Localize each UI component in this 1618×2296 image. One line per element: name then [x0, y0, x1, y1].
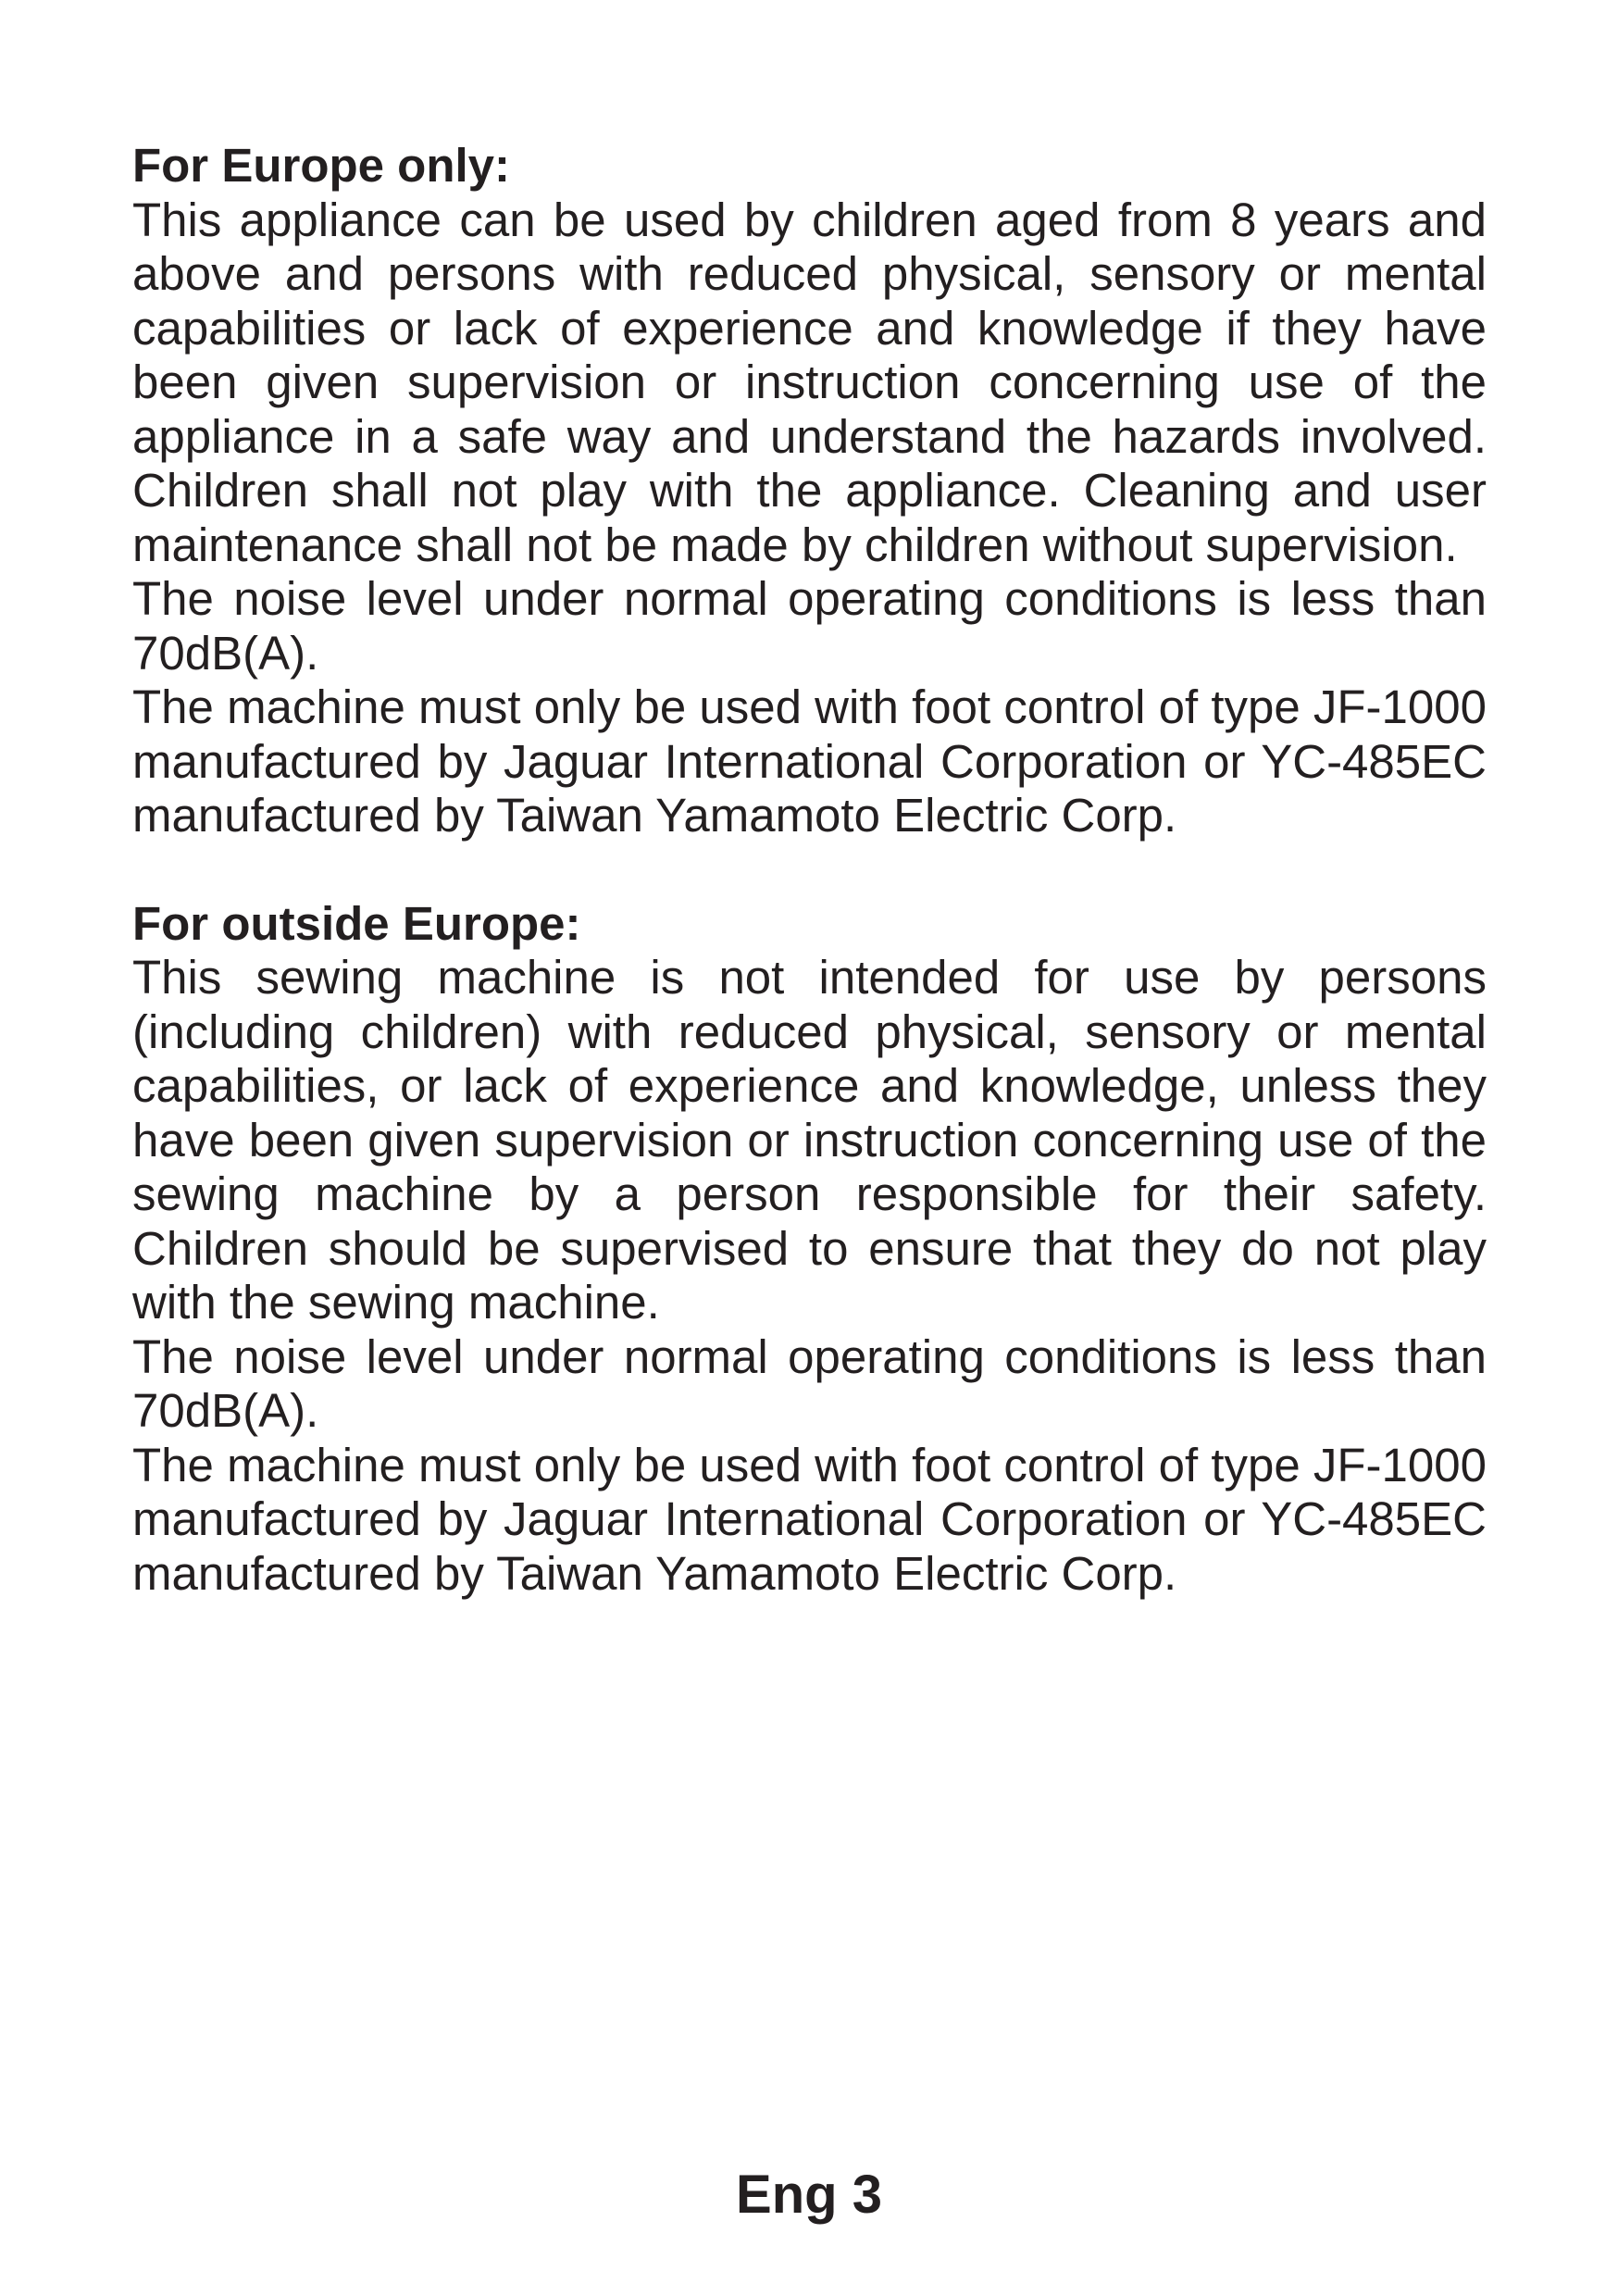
section-outside-europe — [132, 897, 1487, 1602]
paragraph-foot-control: The machine must only be used with foot control of type JF-1000 manufactured by Jaguar International Corporation or YC-485EC manufactured by Taiwan Yamamoto Electric Corp. — [132, 680, 1487, 842]
paragraph-foot-control: The machine must only be used with foot control of type JF-1000 manufactured by Jaguar International Corporation or YC-485EC manufactured by Taiwan Yamamoto Electric Corp. — [132, 1438, 1487, 1600]
section-heading: For Europe only: — [132, 139, 510, 192]
page-number: Eng 3 — [736, 2165, 882, 2225]
section-heading: For outside Europe: — [132, 896, 581, 950]
paragraph-usage-restrictions: This appliance can be used by children aged from 8 years and above and persons with reduced physical, sensory or mental capabilities or lack of experience and knowledge if they have been given supervision or instruction concerning use of the appliance in a safe way and understand the hazards involved. Children shall not play with the appliance. Cleaning and user maintenance shall not be made by children without supervision. — [132, 193, 1487, 571]
page-content — [132, 139, 1487, 1601]
section-europe-only — [132, 139, 1487, 843]
paragraph-noise-level: The noise level under normal operating conditions is less than 70dB(A). — [132, 1329, 1487, 1437]
paragraph-usage-restrictions: This sewing machine is not intended for use by persons (including children) with reduced physical, sensory or mental capabilities, or lack of experience and knowledge, unless they have been given supervision or instruction concerning use of the sewing machine by a person responsible for their safety. Children should be supervised to ensure that they do not play with the sewing machine. — [132, 951, 1487, 1329]
paragraph-noise-level: The noise level under normal operating conditions is less than 70dB(A). — [132, 572, 1487, 680]
